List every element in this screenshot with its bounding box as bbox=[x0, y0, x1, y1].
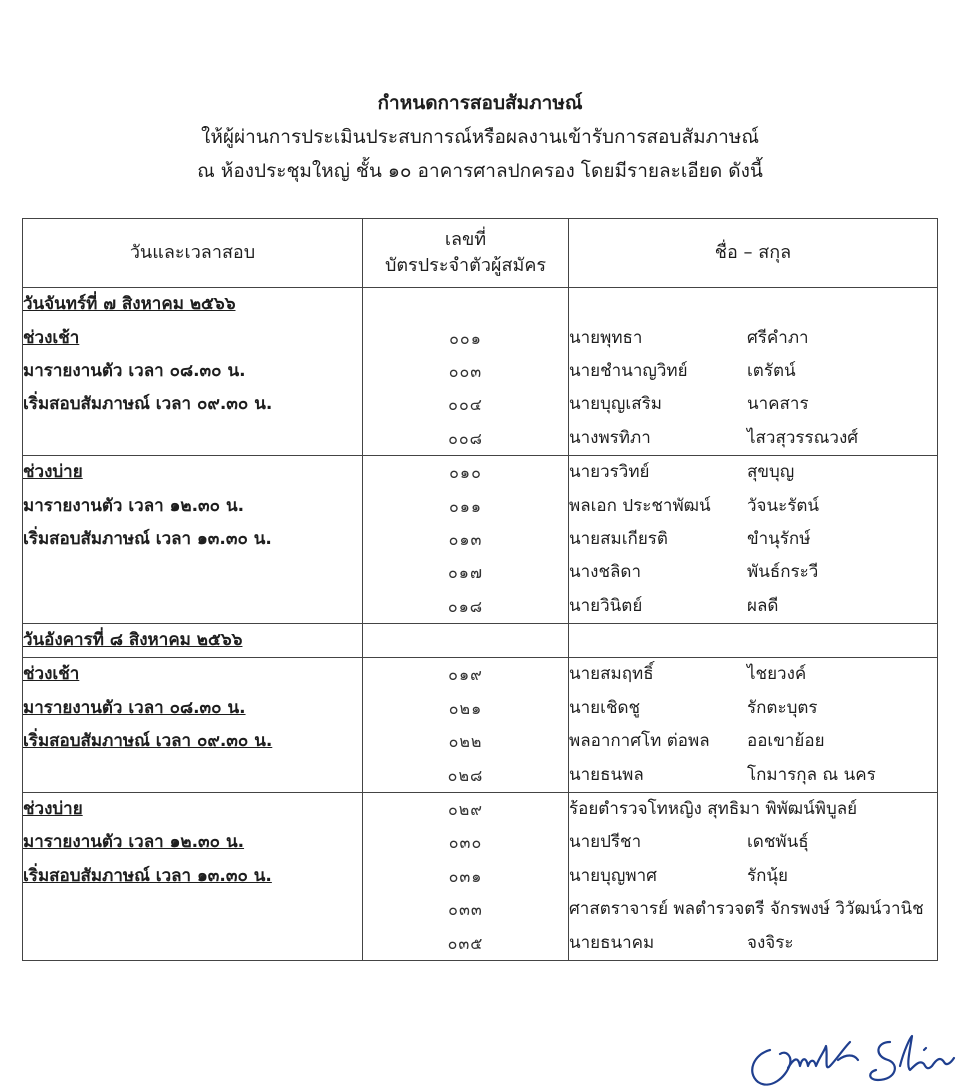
applicant-id: ๐๐๔ bbox=[448, 395, 483, 415]
applicant-last-name: ออเขาย้อย bbox=[747, 731, 825, 752]
applicant-last-name: เดชพันธุ์ bbox=[747, 832, 809, 853]
document-header bbox=[0, 86, 960, 188]
signature-image bbox=[740, 1020, 960, 1092]
applicant-id: ๐๑๙ bbox=[448, 665, 483, 685]
applicant-id-cell bbox=[363, 725, 569, 758]
report-time: มารายงานตัว เวลา ๐๘.๓๐ น. bbox=[23, 697, 246, 718]
session-label: ช่วงเช้า bbox=[23, 327, 80, 348]
table-row bbox=[23, 792, 938, 826]
session-cell bbox=[23, 489, 363, 522]
date-cell bbox=[23, 288, 363, 322]
applicant-first-name: นายพุทธา bbox=[569, 327, 643, 348]
header-id-line2: บัตรประจำตัวผู้สมัคร bbox=[384, 255, 547, 276]
session-cell bbox=[23, 556, 363, 589]
applicant-last-name: จงจิระ bbox=[747, 932, 794, 953]
report-time: มารายงานตัว เวลา ๑๒.๓๐ น. bbox=[23, 495, 245, 516]
table-row bbox=[23, 489, 938, 522]
applicant-id: ๐๐๓ bbox=[448, 361, 483, 381]
table-row bbox=[23, 523, 938, 556]
applicant-id-cell bbox=[363, 590, 569, 624]
applicant-id: ๐๒๒ bbox=[448, 732, 483, 752]
empty-cell bbox=[569, 288, 938, 322]
applicant-name-cell bbox=[569, 523, 938, 556]
session-cell bbox=[23, 422, 363, 456]
applicant-full-name: ร้อยตำรวจโทหญิง สุทธิมา พิพัฒน์พิบูลย์ bbox=[569, 799, 858, 820]
date-cell bbox=[23, 623, 363, 657]
applicant-id-cell bbox=[363, 758, 569, 792]
session-cell bbox=[23, 893, 363, 926]
applicant-id-cell bbox=[363, 422, 569, 456]
applicant-first-name: นายบุญพาศ bbox=[569, 865, 657, 886]
applicant-first-name: นายธนาคม bbox=[569, 932, 655, 953]
applicant-id-cell bbox=[363, 893, 569, 926]
applicant-id-cell bbox=[363, 355, 569, 388]
applicant-first-name: นายวินิตย์ bbox=[569, 595, 643, 616]
applicant-name-cell bbox=[569, 792, 938, 826]
document-title: กำหนดการสอบสัมภาษณ์ bbox=[377, 92, 583, 114]
session-cell bbox=[23, 926, 363, 960]
applicant-last-name: พันธ์กระวี bbox=[747, 562, 819, 583]
session-label: ช่วงบ่าย bbox=[23, 462, 83, 483]
applicant-last-name: นาคสาร bbox=[747, 394, 809, 415]
session-cell bbox=[23, 355, 363, 388]
applicant-name-cell bbox=[569, 590, 938, 624]
interview-start-time: เริ่มสอบสัมภาษณ์ เวลา ๑๓.๓๐ น. bbox=[23, 865, 272, 886]
applicant-id: ๐๓๐ bbox=[448, 833, 483, 853]
applicant-last-name: รักนุ้ย bbox=[747, 865, 789, 886]
applicant-id: ๐๑๑ bbox=[448, 496, 483, 516]
session-cell bbox=[23, 590, 363, 624]
table-row bbox=[23, 926, 938, 960]
applicant-id-cell bbox=[363, 860, 569, 893]
applicant-first-name: นายชำนาญวิทย์ bbox=[569, 360, 688, 381]
applicant-first-name: นายสมฤทธิ์ bbox=[569, 664, 654, 685]
applicant-id-cell bbox=[363, 523, 569, 556]
applicant-id: ๐๐๘ bbox=[448, 428, 483, 448]
applicant-name-cell bbox=[569, 489, 938, 522]
table-row bbox=[23, 692, 938, 725]
applicant-last-name: เตรัตน์ bbox=[747, 360, 796, 381]
applicant-name-cell bbox=[569, 321, 938, 354]
applicant-full-name: ศาสตราจารย์ พลตำรวจตรี จักรพงษ์ วิวัฒน์วานิช bbox=[569, 899, 924, 920]
applicant-name-cell bbox=[569, 658, 938, 692]
table-row bbox=[23, 893, 938, 926]
applicant-id: ๐๓๕ bbox=[447, 933, 484, 953]
applicant-id: ๐๑๓ bbox=[448, 529, 483, 549]
applicant-name-cell bbox=[569, 860, 938, 893]
applicant-name-cell bbox=[569, 725, 938, 758]
applicant-id: ๐๒๑ bbox=[448, 698, 483, 718]
applicant-id-cell bbox=[363, 489, 569, 522]
table-row bbox=[23, 758, 938, 792]
date-row bbox=[23, 288, 938, 322]
exam-date: วันจันทร์ที่ ๗ สิงหาคม ๒๕๖๖ bbox=[23, 294, 236, 315]
applicant-id: ๐๑๗ bbox=[448, 563, 483, 583]
applicant-last-name: ศรีคำภา bbox=[747, 327, 809, 348]
applicant-first-name: พลเอก ประชาพัฒน์ bbox=[569, 495, 711, 516]
session-cell bbox=[23, 860, 363, 893]
applicant-id-cell bbox=[363, 321, 569, 354]
table-header-row bbox=[23, 219, 938, 288]
table-row bbox=[23, 826, 938, 859]
empty-cell bbox=[363, 288, 569, 322]
session-cell bbox=[23, 826, 363, 859]
table-row bbox=[23, 590, 938, 624]
header-applicant-id bbox=[363, 219, 569, 288]
applicant-name-cell bbox=[569, 556, 938, 589]
exam-date: วันอังคารที่ ๘ สิงหาคม ๒๕๖๖ bbox=[23, 630, 243, 651]
date-row bbox=[23, 623, 938, 657]
applicant-name-cell bbox=[569, 422, 938, 456]
applicant-name-cell bbox=[569, 355, 938, 388]
applicant-last-name: ไสวสุวรรณวงศ์ bbox=[747, 427, 859, 448]
applicant-id: ๐๓๓ bbox=[448, 900, 483, 920]
applicant-id: ๐๓๑ bbox=[448, 866, 483, 886]
session-cell bbox=[23, 455, 363, 489]
applicant-id: ๐๐๑ bbox=[449, 328, 482, 348]
empty-cell bbox=[569, 623, 938, 657]
applicant-id-cell bbox=[363, 692, 569, 725]
applicant-last-name: สุขบุญ bbox=[747, 462, 795, 483]
schedule-body bbox=[23, 288, 938, 961]
table-row bbox=[23, 321, 938, 354]
session-label: ช่วงเช้า bbox=[23, 664, 80, 685]
applicant-id-cell bbox=[363, 556, 569, 589]
applicant-first-name: นายบุญเสริม bbox=[569, 394, 662, 415]
table-row bbox=[23, 455, 938, 489]
applicant-id: ๐๑๘ bbox=[447, 596, 484, 616]
applicant-id-cell bbox=[363, 926, 569, 960]
applicant-first-name: นางพรทิภา bbox=[569, 427, 651, 448]
header-datetime: วันและเวลาสอบ bbox=[23, 219, 363, 288]
applicant-id: ๐๒๙ bbox=[447, 800, 484, 820]
session-cell bbox=[23, 523, 363, 556]
applicant-id-cell bbox=[363, 658, 569, 692]
applicant-first-name: นายปรีชา bbox=[569, 832, 642, 853]
applicant-name-cell bbox=[569, 926, 938, 960]
header-id-line1: เลขที่ bbox=[444, 229, 487, 250]
header-full-name: ชื่อ – สกุล bbox=[569, 219, 938, 288]
session-cell bbox=[23, 321, 363, 354]
applicant-last-name: รักตะบุตร bbox=[747, 697, 818, 718]
applicant-first-name: นางชลิดา bbox=[569, 562, 642, 583]
report-time: มารายงานตัว เวลา ๑๒.๓๐ น. bbox=[23, 832, 245, 853]
session-cell bbox=[23, 388, 363, 421]
session-cell bbox=[23, 792, 363, 826]
applicant-last-name: ขำนุรักษ์ bbox=[747, 528, 811, 549]
interview-start-time: เริ่มสอบสัมภาษณ์ เวลา ๑๓.๓๐ น. bbox=[23, 528, 272, 549]
table-row bbox=[23, 658, 938, 692]
table-row bbox=[23, 422, 938, 456]
applicant-id-cell bbox=[363, 792, 569, 826]
applicant-first-name: นายสมเกียรติ bbox=[569, 528, 668, 549]
applicant-name-cell bbox=[569, 758, 938, 792]
applicant-id-cell bbox=[363, 455, 569, 489]
session-cell bbox=[23, 692, 363, 725]
table-row bbox=[23, 388, 938, 421]
applicant-first-name: นายธนพล bbox=[569, 764, 644, 785]
applicant-name-cell bbox=[569, 388, 938, 421]
applicant-last-name: วัจนะรัตน์ bbox=[747, 495, 820, 516]
empty-cell bbox=[363, 623, 569, 657]
table-row bbox=[23, 725, 938, 758]
report-time: มารายงานตัว เวลา ๐๘.๓๐ น. bbox=[23, 360, 246, 381]
applicant-first-name: พลอากาศโท ต่อพล bbox=[569, 731, 710, 752]
table-row bbox=[23, 355, 938, 388]
applicant-name-cell bbox=[569, 893, 938, 926]
applicant-name-cell bbox=[569, 826, 938, 859]
interview-start-time: เริ่มสอบสัมภาษณ์ เวลา ๐๙.๓๐ น. bbox=[23, 731, 273, 752]
applicant-last-name: ไชยวงค์ bbox=[747, 664, 807, 685]
table-row bbox=[23, 860, 938, 893]
applicant-name-cell bbox=[569, 692, 938, 725]
applicant-id-cell bbox=[363, 388, 569, 421]
session-cell bbox=[23, 658, 363, 692]
applicant-id-cell bbox=[363, 826, 569, 859]
applicant-id: ๐๑๐ bbox=[449, 463, 482, 483]
applicant-first-name: นายวรวิทย์ bbox=[569, 462, 650, 483]
interview-schedule-table bbox=[22, 218, 938, 961]
applicant-name-cell bbox=[569, 455, 938, 489]
applicant-last-name: ผลดี bbox=[747, 595, 779, 616]
session-label: ช่วงบ่าย bbox=[23, 799, 83, 820]
session-cell bbox=[23, 758, 363, 792]
applicant-last-name: โกมารกุล ณ นคร bbox=[747, 764, 876, 785]
interview-start-time: เริ่มสอบสัมภาษณ์ เวลา ๐๙.๓๐ น. bbox=[23, 394, 273, 415]
document-subtitle: ให้ผู้ผ่านการประเมินประสบการณ์หรือผลงานเข้ารับการสอบสัมภาษณ์ bbox=[201, 126, 759, 148]
table-row bbox=[23, 556, 938, 589]
applicant-id: ๐๒๘ bbox=[447, 765, 484, 785]
document-location: ณ ห้องประชุมใหญ่ ชั้น ๑๐ อาคารศาลปกครอง โดยมีรายละเอียด ดังนี้ bbox=[197, 160, 763, 182]
applicant-first-name: นายเชิดชู bbox=[569, 697, 641, 718]
session-cell bbox=[23, 725, 363, 758]
